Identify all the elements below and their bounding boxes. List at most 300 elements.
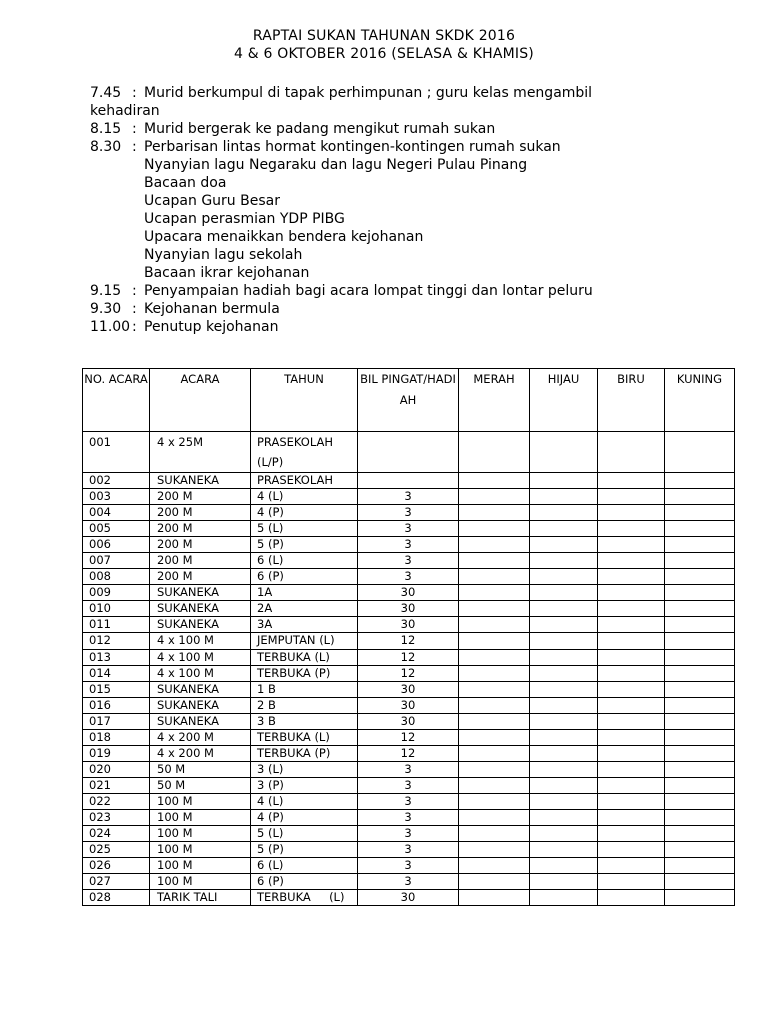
cell-no-acara: 022	[83, 793, 150, 809]
table-row	[83, 665, 735, 681]
cell-merah	[459, 809, 530, 825]
cell-hijau	[530, 809, 598, 825]
schedule-time: 9.30	[90, 301, 122, 317]
cell-acara: 100 M	[150, 842, 251, 858]
cell-bil-pingat: 12	[358, 745, 459, 761]
cell-biru	[598, 505, 665, 521]
cell-merah	[459, 432, 530, 473]
cell-acara: 200 M	[150, 569, 251, 585]
cell-kuning	[665, 858, 735, 874]
cell-kuning	[665, 617, 735, 633]
schedule-text: Murid bergerak ke padang mengikut rumah sukan	[144, 121, 496, 137]
schedule-text: Bacaan ikrar kejohanan	[144, 265, 310, 281]
cell-biru	[598, 793, 665, 809]
cell-tahun: 6 (L)	[251, 553, 358, 569]
schedule-item	[90, 174, 650, 192]
cell-bil-pingat: 12	[358, 665, 459, 681]
cell-merah	[459, 505, 530, 521]
cell-merah	[459, 569, 530, 585]
schedule-separator: :	[132, 121, 137, 137]
cell-acara: SUKANEKA	[150, 585, 251, 601]
cell-kuning	[665, 777, 735, 793]
cell-tahun: 3 (L)	[251, 761, 358, 777]
schedule-separator: :	[132, 283, 137, 299]
cell-no-acara: 020	[83, 761, 150, 777]
schedule-time: 8.30	[90, 139, 122, 155]
cell-no-acara: 008	[83, 569, 150, 585]
cell-tahun: TERBUKA (L)	[251, 649, 358, 665]
cell-hijau	[530, 761, 598, 777]
schedule-time: 7.45	[90, 85, 122, 101]
cell-merah	[459, 697, 530, 713]
cell-acara: 4 x 100 M	[150, 633, 251, 649]
cell-merah	[459, 874, 530, 890]
cell-bil-pingat: 30	[358, 890, 459, 906]
cell-tahun: PRASEKOLAH	[251, 473, 358, 489]
cell-biru	[598, 713, 665, 729]
cell-acara: SUKANEKA	[150, 697, 251, 713]
cell-merah	[459, 585, 530, 601]
cell-biru	[598, 890, 665, 906]
cell-bil-pingat: 30	[358, 697, 459, 713]
cell-hijau	[530, 649, 598, 665]
schedule-item	[90, 192, 650, 210]
cell-merah	[459, 890, 530, 906]
cell-kuning	[665, 505, 735, 521]
cell-biru	[598, 665, 665, 681]
cell-merah	[459, 489, 530, 505]
cell-kuning	[665, 697, 735, 713]
cell-hijau	[530, 713, 598, 729]
cell-tahun: 6 (P)	[251, 874, 358, 890]
schedule-time: 11.00	[90, 319, 131, 335]
cell-tahun: 3 B	[251, 713, 358, 729]
cell-no-acara: 028	[83, 890, 150, 906]
cell-tahun: 5 (L)	[251, 826, 358, 842]
cell-bil-pingat: 12	[358, 633, 459, 649]
cell-kuning	[665, 537, 735, 553]
cell-biru	[598, 681, 665, 697]
header-biru: BIRU	[598, 369, 665, 432]
cell-bil-pingat: 3	[358, 809, 459, 825]
cell-hijau	[530, 874, 598, 890]
schedule-separator: :	[132, 319, 137, 335]
cell-tahun: 5 (P)	[251, 842, 358, 858]
schedule-text: Penutup kejohanan	[144, 319, 279, 335]
cell-no-acara: 002	[83, 473, 150, 489]
table-row	[83, 617, 735, 633]
cell-merah	[459, 761, 530, 777]
cell-bil-pingat	[358, 432, 459, 473]
table-row	[83, 601, 735, 617]
schedule-item	[90, 300, 650, 318]
table-row	[83, 890, 735, 906]
cell-no-acara: 024	[83, 826, 150, 842]
cell-kuning	[665, 665, 735, 681]
cell-hijau	[530, 537, 598, 553]
schedule-item	[90, 282, 650, 300]
cell-biru	[598, 761, 665, 777]
cell-no-acara: 025	[83, 842, 150, 858]
cell-acara: SUKANEKA	[150, 601, 251, 617]
schedule-text: Penyampaian hadiah bagi acara lompat tinggi dan lontar peluru	[144, 283, 593, 299]
cell-merah	[459, 681, 530, 697]
header-merah: MERAH	[459, 369, 530, 432]
cell-tahun: 4 (L)	[251, 489, 358, 505]
cell-hijau	[530, 617, 598, 633]
cell-biru	[598, 617, 665, 633]
cell-tahun: 4 (L)	[251, 793, 358, 809]
cell-acara: 4 x 200 M	[150, 745, 251, 761]
cell-biru	[598, 633, 665, 649]
cell-tahun: TERBUKA (P)	[251, 665, 358, 681]
header-hijau: HIJAU	[530, 369, 598, 432]
cell-bil-pingat: 3	[358, 505, 459, 521]
cell-hijau	[530, 569, 598, 585]
events-table	[82, 368, 735, 906]
cell-merah	[459, 745, 530, 761]
schedule-item	[90, 102, 650, 120]
cell-bil-pingat: 3	[358, 826, 459, 842]
cell-hijau	[530, 890, 598, 906]
cell-hijau	[530, 585, 598, 601]
cell-merah	[459, 601, 530, 617]
cell-acara: SUKANEKA	[150, 473, 251, 489]
cell-merah	[459, 777, 530, 793]
cell-merah	[459, 473, 530, 489]
cell-kuning	[665, 729, 735, 745]
table-header-row	[83, 369, 735, 432]
schedule-item	[90, 210, 650, 228]
cell-bil-pingat: 3	[358, 537, 459, 553]
schedule-text: Ucapan perasmian YDP PIBG	[144, 211, 345, 227]
schedule-text: Kejohanan bermula	[144, 301, 280, 317]
cell-no-acara: 003	[83, 489, 150, 505]
cell-biru	[598, 553, 665, 569]
schedule-list	[90, 84, 650, 336]
cell-kuning	[665, 521, 735, 537]
cell-hijau	[530, 489, 598, 505]
schedule-item	[90, 138, 650, 156]
cell-tahun: JEMPUTAN (L)	[251, 633, 358, 649]
cell-kuning	[665, 489, 735, 505]
cell-tahun: 2 B	[251, 697, 358, 713]
cell-bil-pingat	[358, 473, 459, 489]
cell-hijau	[530, 601, 598, 617]
cell-bil-pingat: 12	[358, 649, 459, 665]
table-row	[83, 826, 735, 842]
cell-acara: 4 x 100 M	[150, 665, 251, 681]
schedule-text: Perbarisan lintas hormat kontingen-kontingen rumah sukan	[144, 139, 561, 155]
cell-merah	[459, 729, 530, 745]
cell-no-acara: 015	[83, 681, 150, 697]
cell-kuning	[665, 601, 735, 617]
cell-merah	[459, 793, 530, 809]
cell-no-acara: 026	[83, 858, 150, 874]
header-kuning: KUNING	[665, 369, 735, 432]
cell-hijau	[530, 729, 598, 745]
cell-kuning	[665, 473, 735, 489]
table-row	[83, 745, 735, 761]
cell-merah	[459, 665, 530, 681]
cell-biru	[598, 432, 665, 473]
cell-kuning	[665, 649, 735, 665]
cell-biru	[598, 585, 665, 601]
cell-acara: SUKANEKA	[150, 713, 251, 729]
cell-acara: 200 M	[150, 553, 251, 569]
schedule-text: Ucapan Guru Besar	[144, 193, 280, 209]
cell-no-acara: 005	[83, 521, 150, 537]
header-no-acara: NO. ACARA	[83, 369, 150, 432]
cell-acara: 100 M	[150, 809, 251, 825]
cell-biru	[598, 697, 665, 713]
cell-acara: 200 M	[150, 521, 251, 537]
schedule-time: 9.15	[90, 283, 122, 299]
cell-biru	[598, 601, 665, 617]
cell-biru	[598, 777, 665, 793]
cell-bil-pingat: 3	[358, 793, 459, 809]
cell-no-acara: 021	[83, 777, 150, 793]
cell-bil-pingat: 3	[358, 521, 459, 537]
cell-hijau	[530, 665, 598, 681]
cell-bil-pingat: 30	[358, 601, 459, 617]
cell-hijau	[530, 826, 598, 842]
cell-biru	[598, 826, 665, 842]
cell-biru	[598, 874, 665, 890]
cell-bil-pingat: 3	[358, 842, 459, 858]
cell-no-acara: 009	[83, 585, 150, 601]
cell-kuning	[665, 761, 735, 777]
cell-tahun: TERBUKA (P)	[251, 745, 358, 761]
cell-hijau	[530, 473, 598, 489]
cell-kuning	[665, 874, 735, 890]
cell-no-acara: 007	[83, 553, 150, 569]
cell-bil-pingat: 30	[358, 617, 459, 633]
table-row	[83, 809, 735, 825]
cell-acara: 200 M	[150, 489, 251, 505]
cell-hijau	[530, 858, 598, 874]
schedule-separator: :	[132, 301, 137, 317]
cell-kuning	[665, 681, 735, 697]
table-row	[83, 553, 735, 569]
table-row	[83, 729, 735, 745]
cell-acara: 100 M	[150, 793, 251, 809]
cell-hijau	[530, 745, 598, 761]
cell-bil-pingat: 3	[358, 761, 459, 777]
schedule-separator: :	[132, 139, 137, 155]
cell-hijau	[530, 793, 598, 809]
table-row	[83, 697, 735, 713]
cell-acara: 100 M	[150, 826, 251, 842]
cell-biru	[598, 745, 665, 761]
table-row	[83, 874, 735, 890]
cell-bil-pingat: 12	[358, 729, 459, 745]
cell-merah	[459, 553, 530, 569]
cell-hijau	[530, 681, 598, 697]
schedule-separator: :	[132, 85, 137, 101]
cell-acara: 200 M	[150, 505, 251, 521]
cell-bil-pingat: 3	[358, 777, 459, 793]
cell-tahun: 5 (P)	[251, 537, 358, 553]
cell-kuning	[665, 826, 735, 842]
cell-no-acara: 013	[83, 649, 150, 665]
cell-kuning	[665, 842, 735, 858]
schedule-item	[90, 246, 650, 264]
table-row	[83, 777, 735, 793]
cell-no-acara: 027	[83, 874, 150, 890]
cell-kuning	[665, 745, 735, 761]
cell-biru	[598, 537, 665, 553]
schedule-text: Nyanyian lagu sekolah	[144, 247, 303, 263]
cell-no-acara: 012	[83, 633, 150, 649]
cell-bil-pingat: 30	[358, 585, 459, 601]
events-table-body	[83, 432, 735, 906]
schedule-item	[90, 228, 650, 246]
header-bil-pingat	[358, 369, 459, 432]
cell-kuning	[665, 809, 735, 825]
cell-hijau	[530, 553, 598, 569]
cell-merah	[459, 713, 530, 729]
table-row	[83, 858, 735, 874]
cell-acara: 4 x 100 M	[150, 649, 251, 665]
cell-hijau	[530, 777, 598, 793]
table-row	[83, 842, 735, 858]
cell-kuning	[665, 890, 735, 906]
cell-tahun: 1 B	[251, 681, 358, 697]
cell-tahun: 4 (P)	[251, 505, 358, 521]
cell-acara: SUKANEKA	[150, 617, 251, 633]
table-row	[83, 761, 735, 777]
cell-no-acara: 018	[83, 729, 150, 745]
cell-tahun: 4 (P)	[251, 809, 358, 825]
table-row	[83, 681, 735, 697]
cell-merah	[459, 617, 530, 633]
cell-bil-pingat: 30	[358, 713, 459, 729]
cell-bil-pingat: 3	[358, 553, 459, 569]
cell-merah	[459, 521, 530, 537]
cell-tahun: TERBUKA (L)	[251, 729, 358, 745]
table-row	[83, 713, 735, 729]
cell-acara: 200 M	[150, 537, 251, 553]
cell-biru	[598, 569, 665, 585]
cell-no-acara: 016	[83, 697, 150, 713]
cell-tahun: 6 (L)	[251, 858, 358, 874]
schedule-item	[90, 84, 650, 102]
cell-acara: 50 M	[150, 777, 251, 793]
cell-merah	[459, 842, 530, 858]
cell-no-acara: 014	[83, 665, 150, 681]
cell-acara: 100 M	[150, 858, 251, 874]
cell-kuning	[665, 432, 735, 473]
cell-acara: 100 M	[150, 874, 251, 890]
cell-biru	[598, 858, 665, 874]
schedule-item	[90, 120, 650, 138]
cell-bil-pingat: 3	[358, 489, 459, 505]
cell-merah	[459, 858, 530, 874]
cell-tahun: 6 (P)	[251, 569, 358, 585]
schedule-text: Bacaan doa	[144, 175, 227, 191]
table-row	[83, 489, 735, 505]
cell-bil-pingat: 3	[358, 874, 459, 890]
table-row	[83, 432, 735, 473]
table-row	[83, 793, 735, 809]
cell-merah	[459, 633, 530, 649]
table-row	[83, 585, 735, 601]
cell-biru	[598, 842, 665, 858]
cell-hijau	[530, 505, 598, 521]
table-row	[83, 537, 735, 553]
cell-biru	[598, 489, 665, 505]
cell-bil-pingat: 3	[358, 858, 459, 874]
cell-kuning	[665, 553, 735, 569]
cell-no-acara: 004	[83, 505, 150, 521]
cell-no-acara: 010	[83, 601, 150, 617]
cell-biru	[598, 521, 665, 537]
cell-acara: 50 M	[150, 761, 251, 777]
cell-tahun: 3 (P)	[251, 777, 358, 793]
cell-kuning	[665, 633, 735, 649]
cell-kuning	[665, 793, 735, 809]
cell-acara: 4 x 25M	[150, 432, 251, 473]
cell-no-acara: 017	[83, 713, 150, 729]
cell-no-acara: 011	[83, 617, 150, 633]
schedule-text: Nyanyian lagu Negaraku dan lagu Negeri Pulau Pinang	[144, 157, 528, 173]
schedule-time: 8.15	[90, 121, 122, 137]
cell-kuning	[665, 569, 735, 585]
cell-biru	[598, 809, 665, 825]
schedule-item	[90, 156, 650, 174]
cell-hijau	[530, 633, 598, 649]
header-tahun: TAHUN	[251, 369, 358, 432]
cell-tahun: 2A	[251, 601, 358, 617]
schedule-text: Murid berkumpul di tapak perhimpunan ; guru kelas mengambil	[144, 85, 593, 101]
cell-biru	[598, 729, 665, 745]
table-row	[83, 569, 735, 585]
table-row	[83, 521, 735, 537]
cell-acara: 4 x 200 M	[150, 729, 251, 745]
cell-tahun: 1A	[251, 585, 358, 601]
schedule-item-continuation: kehadiran	[90, 103, 160, 119]
table-row	[83, 649, 735, 665]
cell-hijau	[530, 842, 598, 858]
cell-no-acara: 001	[83, 432, 150, 473]
cell-hijau	[530, 432, 598, 473]
cell-tahun: PRASEKOLAH (L/P)	[251, 432, 358, 473]
table-row	[83, 633, 735, 649]
cell-bil-pingat: 30	[358, 681, 459, 697]
cell-tahun: 3A	[251, 617, 358, 633]
cell-acara: TARIK TALI	[150, 890, 251, 906]
cell-hijau	[530, 521, 598, 537]
cell-kuning	[665, 585, 735, 601]
cell-merah	[459, 537, 530, 553]
schedule-text: Upacara menaikkan bendera kejohanan	[144, 229, 424, 245]
document-title: RAPTAI SUKAN TAHUNAN SKDK 2016	[252, 28, 516, 44]
schedule-item	[90, 318, 650, 336]
schedule-item	[90, 264, 650, 282]
cell-biru	[598, 649, 665, 665]
cell-no-acara: 019	[83, 745, 150, 761]
cell-tahun: TERBUKA (L)	[251, 890, 358, 906]
document-subtitle: 4 & 6 OKTOBER 2016 (SELASA & KHAMIS)	[234, 46, 534, 62]
cell-bil-pingat: 3	[358, 569, 459, 585]
cell-tahun: 5 (L)	[251, 521, 358, 537]
header-acara: ACARA	[150, 369, 251, 432]
cell-hijau	[530, 697, 598, 713]
cell-kuning	[665, 713, 735, 729]
table-row	[83, 473, 735, 489]
cell-merah	[459, 649, 530, 665]
